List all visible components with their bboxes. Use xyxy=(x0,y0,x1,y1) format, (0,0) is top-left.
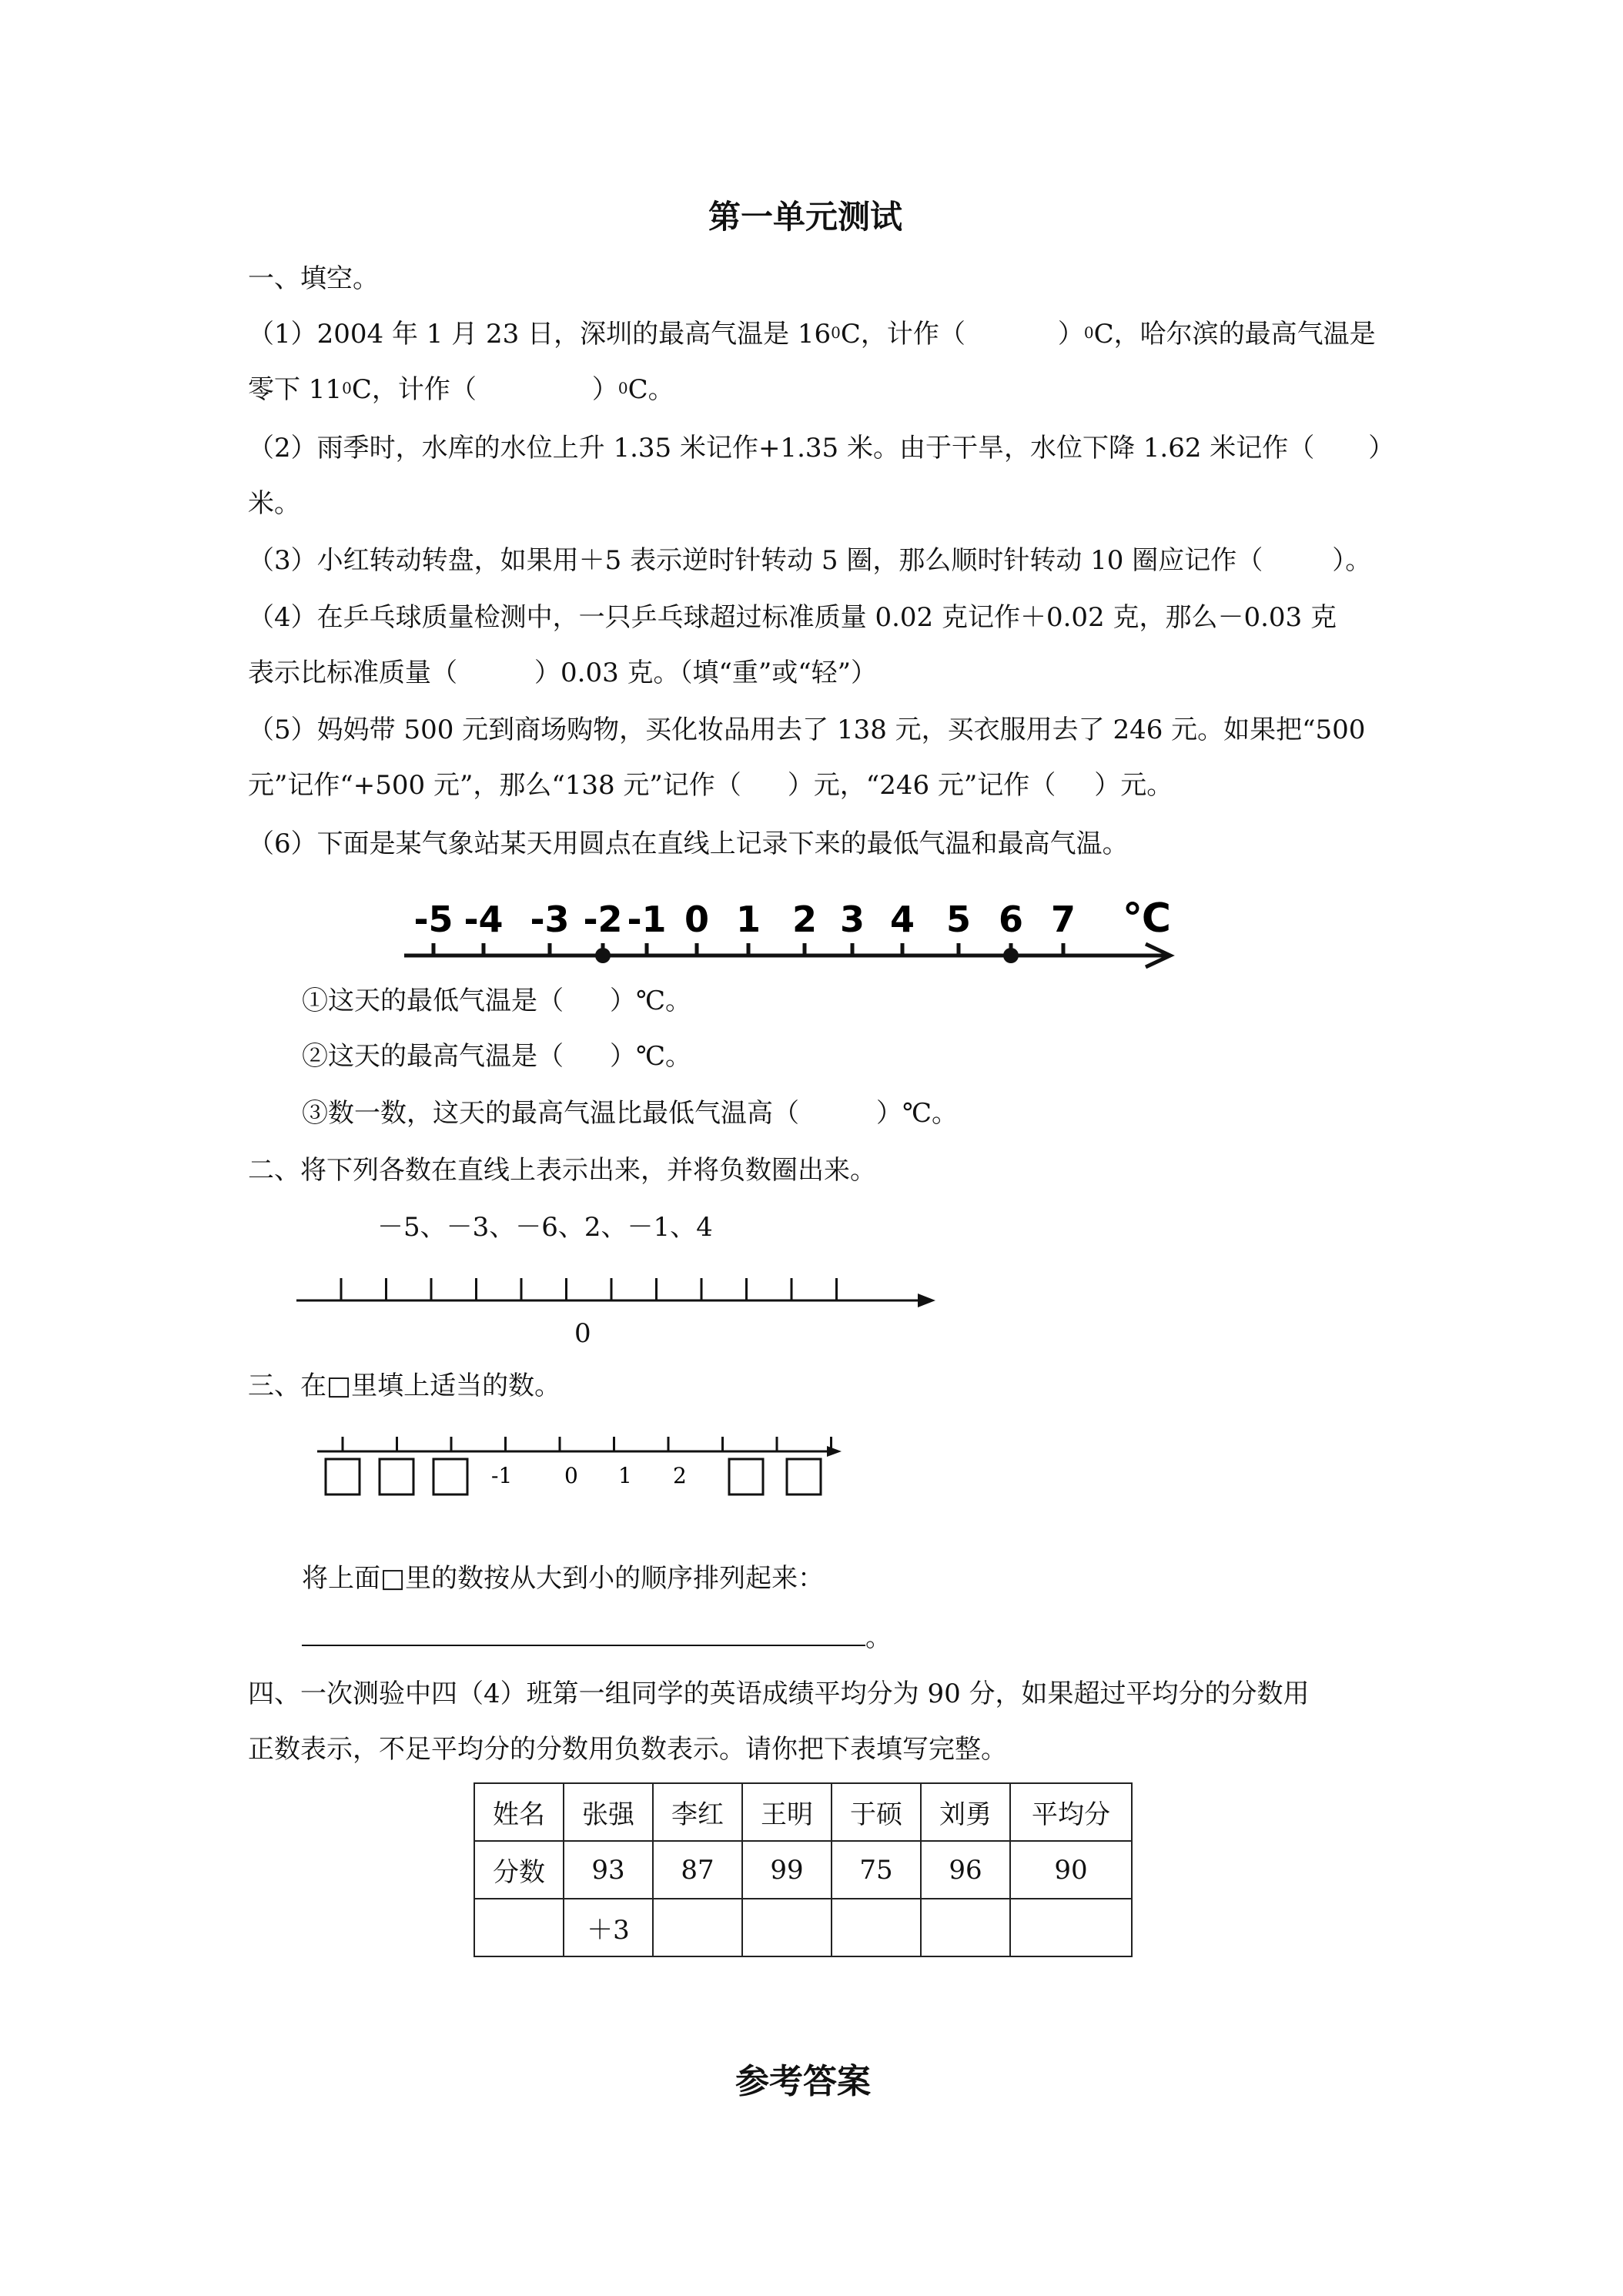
table-cell: 姓名 xyxy=(474,1783,564,1841)
table-cell[interactable] xyxy=(1010,1899,1132,1956)
temperature-tick-label: 4 xyxy=(889,899,915,940)
table-cell: 75 xyxy=(832,1841,921,1899)
table-cell[interactable] xyxy=(474,1899,564,1956)
table-cell: 87 xyxy=(653,1841,742,1899)
table-cell: 张强 xyxy=(564,1783,653,1841)
box-line-label: 2 xyxy=(673,1463,687,1488)
answer-box-2[interactable] xyxy=(380,1459,413,1494)
order-answer-line: 。 xyxy=(302,1617,892,1653)
table-cell: ＋3 xyxy=(564,1899,653,1956)
q6-sub3: ③数一数，这天的最高气温比最低气温高（ ）℃。 xyxy=(302,1098,959,1129)
section-4-line1: 四、一次测验中四（4）班第一组同学的英语成绩平均分为 90 分，如果超过平均分的分数用 xyxy=(248,1678,1310,1709)
q3-line: （3）小红转动转盘，如果用＋5 表示逆时针转动 5 圈，那么顺时针转动 10 圈应记作（ ）。 xyxy=(248,545,1372,576)
table-cell: 王明 xyxy=(742,1783,832,1841)
table-cell: 93 xyxy=(564,1841,653,1899)
page-title: 第一单元测试 xyxy=(708,198,903,236)
temperature-tick-label: 2 xyxy=(791,899,818,940)
answer-box-4[interactable] xyxy=(729,1459,763,1494)
table-cell: 90 xyxy=(1010,1841,1132,1899)
temperature-tick-label: -2 xyxy=(583,899,623,940)
table-row xyxy=(474,1899,1132,1956)
table-row xyxy=(474,1841,1132,1899)
answer-box-1[interactable] xyxy=(326,1459,360,1494)
table-cell[interactable] xyxy=(742,1899,832,1956)
table-row xyxy=(474,1783,1132,1841)
section-4-line2: 正数表示，不足平均分的分数用负数表示。请你把下表填写完整。 xyxy=(248,1734,1007,1765)
table-cell: 于硕 xyxy=(832,1783,921,1841)
box-line-label: 1 xyxy=(618,1463,632,1488)
section-1-heading: 一、填空。 xyxy=(248,263,379,294)
box-line-label: -1 xyxy=(491,1463,513,1488)
q1-line1: （1）2004 年 1 月 23 日，深圳的最高气温是 $16^0C$，计作（ ）$^0$C，哈尔滨的最高气温是 xyxy=(248,319,1376,350)
temperature-tick-label: 7 xyxy=(1050,899,1076,940)
temperature-tick-label: -4 xyxy=(463,899,504,940)
answer-underline[interactable] xyxy=(302,1617,865,1646)
answers-title: 参考答案 xyxy=(735,2062,871,2101)
table-cell: 分数 xyxy=(474,1841,564,1899)
q4-line1: （4）在乒乓球质量检测中，一只乒乓球超过标准质量 0.02 克记作＋0.02 克，那么－0.03 克 xyxy=(248,602,1337,633)
temperature-tick-label: 3 xyxy=(839,899,865,940)
q6-sub2: ②这天的最高气温是（ ）℃。 xyxy=(302,1041,692,1072)
order-instruction: 将上面□里的数按从大到小的顺序排列起来： xyxy=(302,1563,825,1594)
table-cell: 李红 xyxy=(653,1783,742,1841)
section-2-heading: 二、将下列各数在直线上表示出来，并将负数圈出来。 xyxy=(248,1155,876,1186)
q2-line1: （2）雨季时，水库的水位上升 1.35 米记作+1.35 米。由于干旱，水位下降 1.62 米记作（ ） xyxy=(248,433,1395,464)
celsius-unit-label: ℃ xyxy=(1123,895,1171,942)
q6-sub1: ①这天的最低气温是（ ）℃。 xyxy=(302,986,692,1016)
table-cell: 刘勇 xyxy=(921,1783,1010,1841)
temperature-tick-label: -5 xyxy=(413,899,453,940)
table-cell: 平均分 xyxy=(1010,1783,1132,1841)
score-table xyxy=(474,1782,1133,1957)
zero-label: 0 xyxy=(574,1318,591,1349)
q4-line2: 表示比标准质量（ ）0.03 克。（填“重”或“轻”） xyxy=(248,658,878,688)
temperature-tick-label: 0 xyxy=(684,899,710,940)
temperature-tick-label: -3 xyxy=(530,899,570,940)
temperature-tick-label: 6 xyxy=(998,899,1024,940)
table-cell: 96 xyxy=(921,1841,1010,1899)
q5-line1: （5）妈妈带 500 元到商场购物，买化妆品用去了 138 元，买衣服用去了 246 元。如果把“500 xyxy=(248,715,1366,745)
q2-line2: 米。 xyxy=(248,488,300,519)
table-cell[interactable] xyxy=(832,1899,921,1956)
temperature-tick-label: 1 xyxy=(735,899,761,940)
section-2-numbers: －5、－3、－6、2、－1、4 xyxy=(377,1212,713,1243)
box-axis-arrow xyxy=(827,1446,842,1457)
temperature-tick-label: -1 xyxy=(627,899,667,940)
answer-box-3[interactable] xyxy=(433,1459,467,1494)
q5-line2: 元”记作“+500 元”，那么“138 元”记作（ ）元，“246 元”记作（ ）元。 xyxy=(248,770,1173,801)
table-cell[interactable] xyxy=(921,1899,1010,1956)
q6-text: （6）下面是某气象站某天用圆点在直线上记录下来的最低气温和最高气温。 xyxy=(248,828,1129,859)
temperature-tick-label: 5 xyxy=(945,899,972,940)
table-cell: 99 xyxy=(742,1841,832,1899)
q1-line2: 零下 $11^0C$，计作（ ）$^0$C。 xyxy=(248,374,674,405)
box-line-label: 0 xyxy=(564,1463,578,1488)
table-cell[interactable] xyxy=(653,1899,742,1956)
section-3-heading: 三、在□里填上适当的数。 xyxy=(248,1371,561,1401)
answer-box-5[interactable] xyxy=(787,1459,821,1494)
